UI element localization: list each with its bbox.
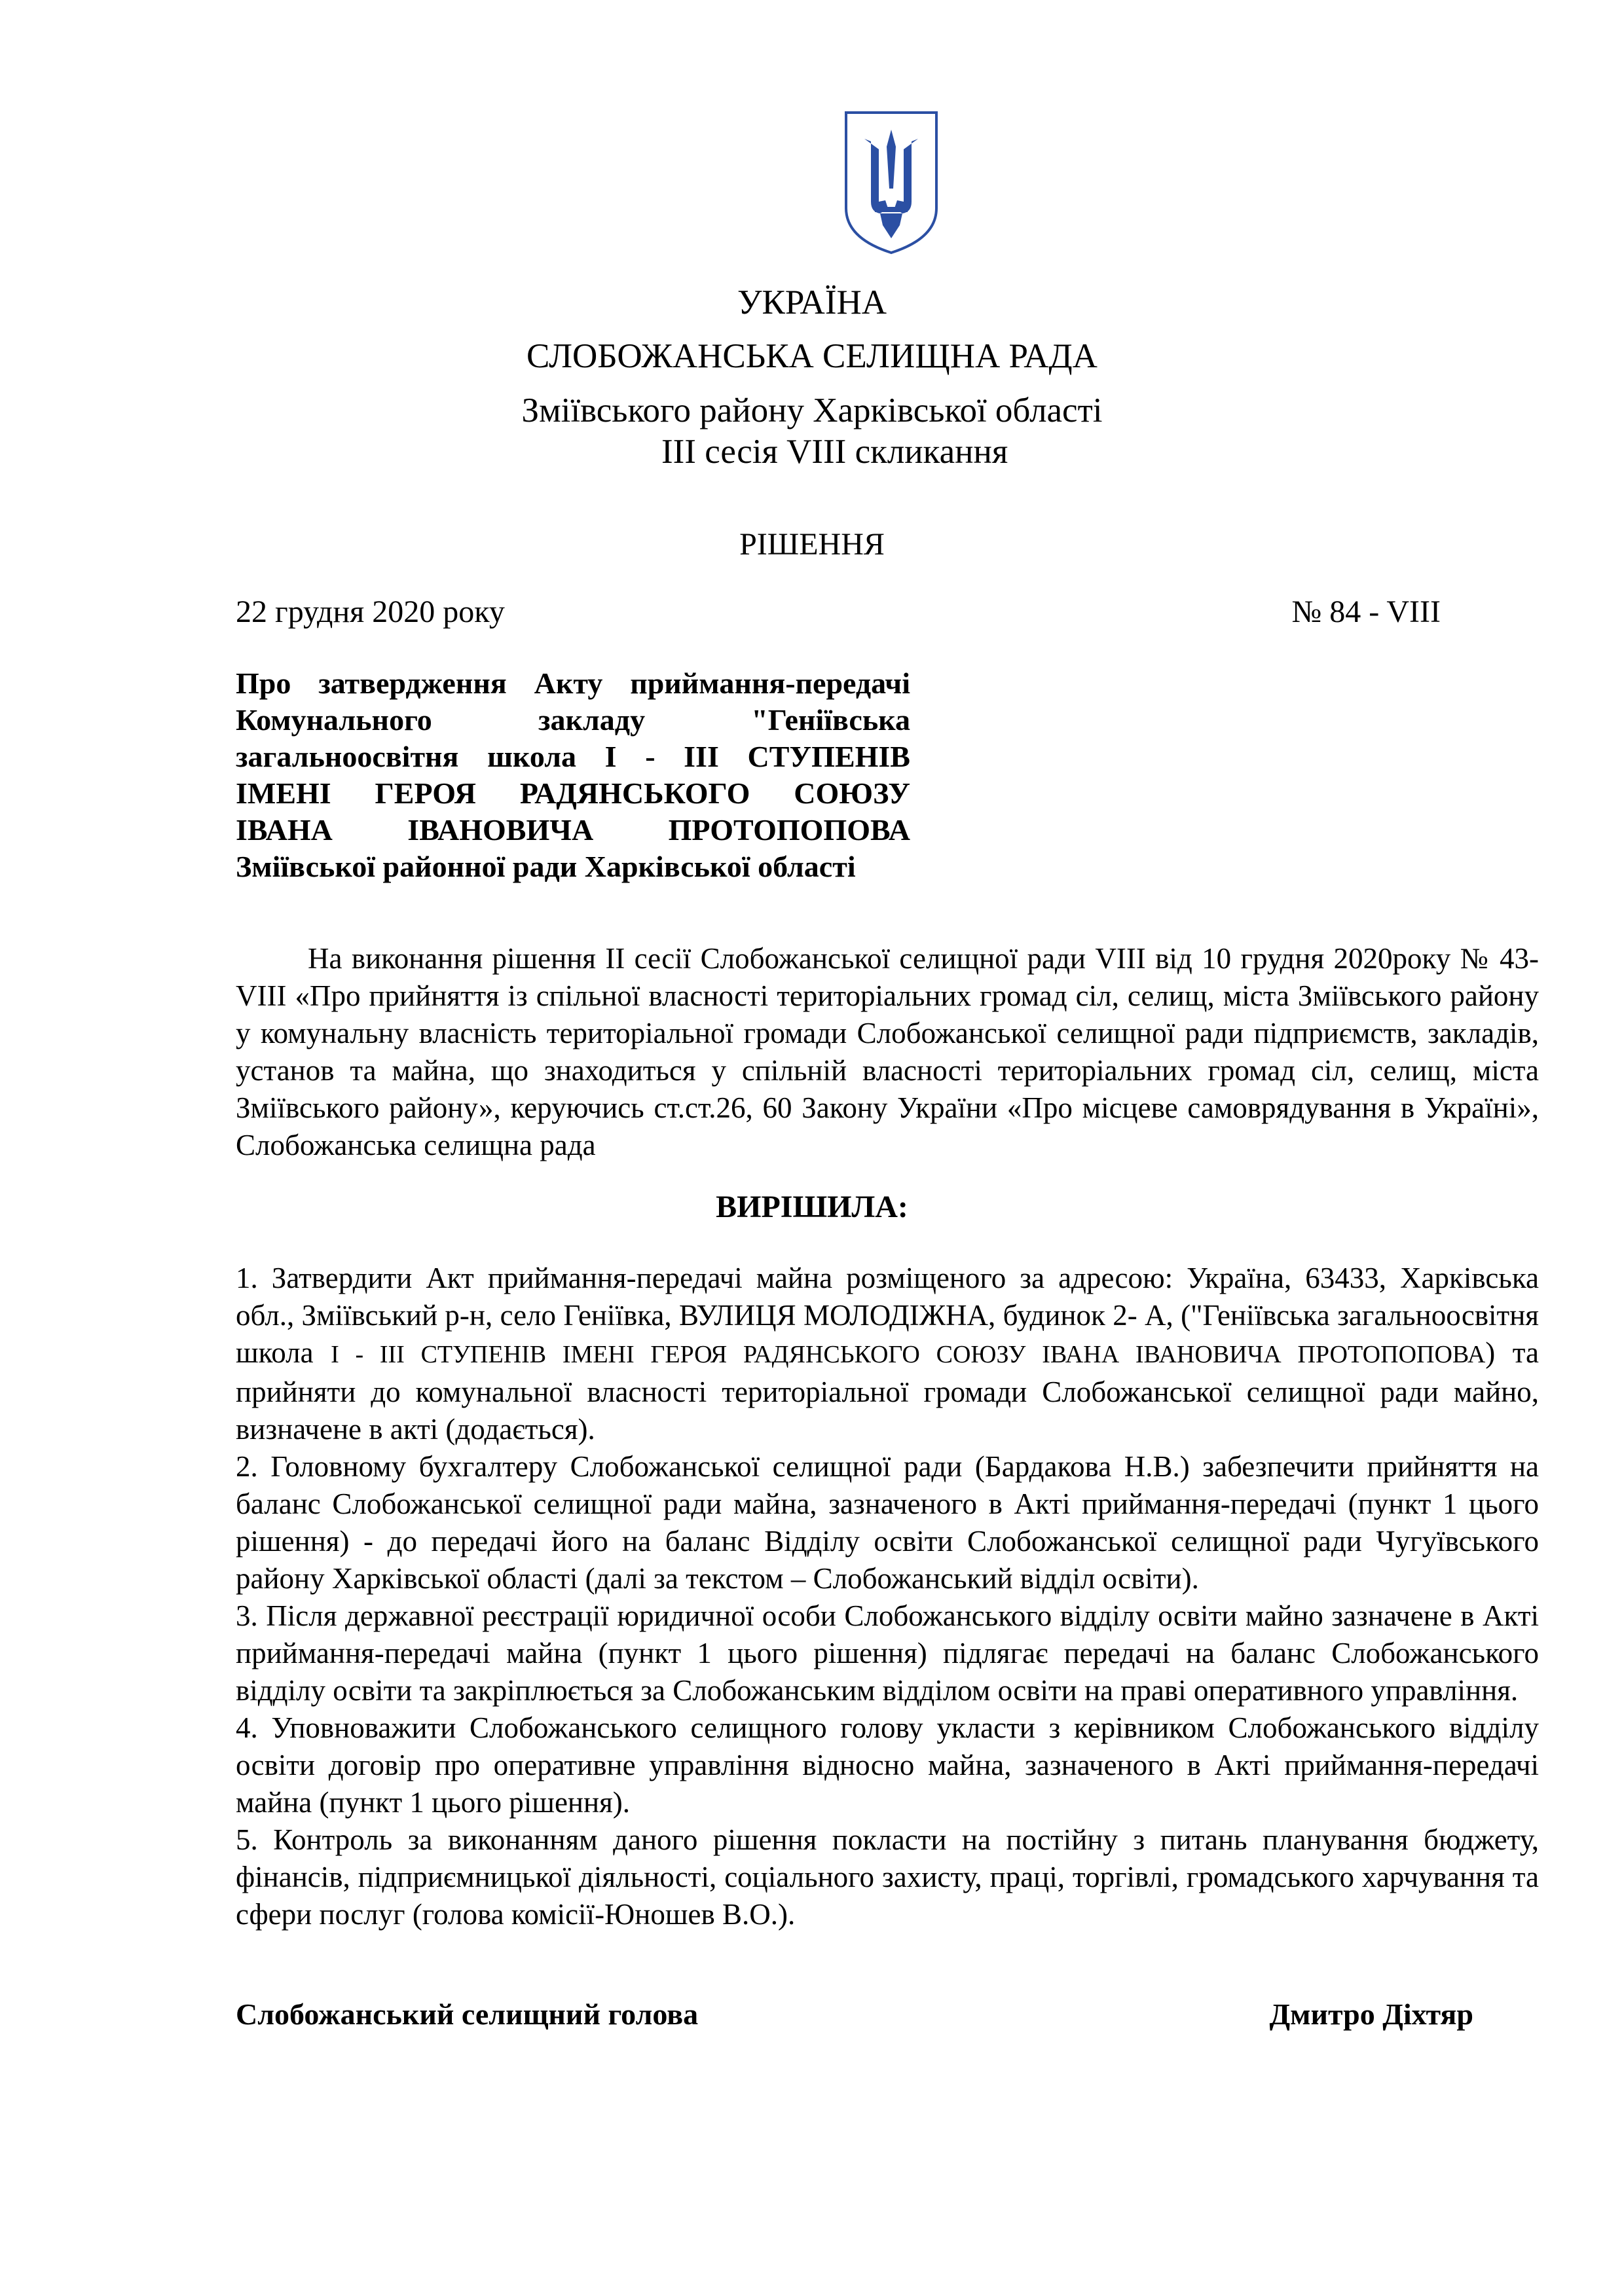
document-type: РІШЕННЯ [739, 527, 885, 562]
preamble-text: На виконання рішення ІІ сесії Слобожанської селищної ради VIII від 10 грудня 2020року № 43-VIII «Про прийняття із спільної власності територіальних громад сіл, селищ, міста Зміївського району у комунальну власність територіальної громади Слобожанської селищної ради підприємств, закладів, установ та майна, що знаходиться у спільній власності територіальних громад сіл, селищ, міста Зміївського району», керуючись ст.ст.26, 60 Закону України «Про місцеве самоврядування в Україні», Слобожанська селищна рада [236, 942, 1539, 1161]
item-1-school-name: І - ІІІ СТУПЕНІВ ІМЕНІ ГЕРОЯ РАДЯНСЬКОГО СОЮЗУ ІВАНА ІВАНОВИЧА ПРОТОПОПОВА [331, 1341, 1486, 1368]
document-date: 22 грудня 2020 року [236, 594, 505, 629]
header-country: УКРАЇНА [737, 283, 887, 321]
header-district: Зміївського району Харківської області [521, 392, 1103, 429]
list-item: 4. Уповноважити Слобожанського селищного голову укласти з керівником Слобожанського відділу освіти договір про оперативне управління відносно майна, зазначеного в Акті приймання-передачі майна (пункт 1 цього рішення). [236, 1711, 1539, 1819]
title-line: Зміївської районної ради Харківської області [236, 850, 856, 883]
list-item: 5. Контроль за виконанням даного рішення покласти на постійну з питань планування бюджету, фінансів, підприємницької діяльності, соціального захисту, праці, торгівлі, громадського харчування та сфери послуг (голова комісії-Юношев В.О.). [236, 1823, 1539, 1931]
preamble [236, 940, 1539, 1164]
item-1-text-a: 1. Затвердити Акт приймання-передачі майна розміщеного за адресою: Україна, 63433, Харківська обл., Зміївський р-н, село Геніївка, ВУЛИЦЯ МОЛОДІЖНА, будинок 2- А, ("Геніївська загальноосвітня школа [236, 1262, 1539, 1369]
header-session: ІІІ сесія VIII скликання [661, 433, 1008, 471]
signature-position: Слобожанський селищний голова [236, 1997, 699, 2031]
document-title [236, 665, 910, 885]
title-line: Про затвердження Акту приймання-передачі [236, 666, 910, 700]
trident-coat-of-arms-icon [842, 110, 940, 255]
list-item: 2. Головному бухгалтеру Слобожанської селищної ради (Бардакова Н.В.) забезпечити прийняття на баланс Слобожанської селищної ради майна, зазначеного в Акті приймання-передачі (пункт 1 цього рішення) - до передачі його на баланс Відділу освіти Слобожанської селищної ради Чугуївського району Харківської області (далі за текстом – Слобожанський відділ освіти). [236, 1450, 1539, 1595]
title-line: ІМЕНІ ГЕРОЯ РАДЯНСЬКОГО СОЮЗУ [236, 776, 910, 810]
header-council: СЛОБОЖАНСЬКА СЕЛИЩНА РАДА [526, 337, 1098, 375]
list-item [236, 1260, 1539, 1448]
document-number: № 84 - VIII [1291, 594, 1441, 629]
item-1-text-c: ) та прийняти до комунальної власності територіальної громади Слобожанської селищної ради майно, визначене в акті (додається). [236, 1336, 1539, 1446]
title-line: Комунального закладу "Геніївська [236, 703, 910, 737]
title-line: ІВАНА ІВАНОВИЧА ПРОТОПОПОВА [236, 813, 910, 847]
decision-items [236, 1260, 1539, 1933]
signature-name: Дмитро Діхтяр [1269, 1997, 1473, 2031]
list-item: 3. Після державної реєстрації юридичної особи Слобожанського відділу освіти майно зазначене в Акті приймання-передачі майна (пункт 1 цього рішення) підлягає передачі на баланс Слобожанського відділу освіти та закріплюється за Слобожанським відділом освіти на праві оперативного управління. [236, 1599, 1539, 1707]
resolved-heading: ВИРІШИЛА: [716, 1190, 908, 1224]
title-line: загальноосвітня школа І - ІІІ СТУПЕНІВ [236, 740, 910, 773]
